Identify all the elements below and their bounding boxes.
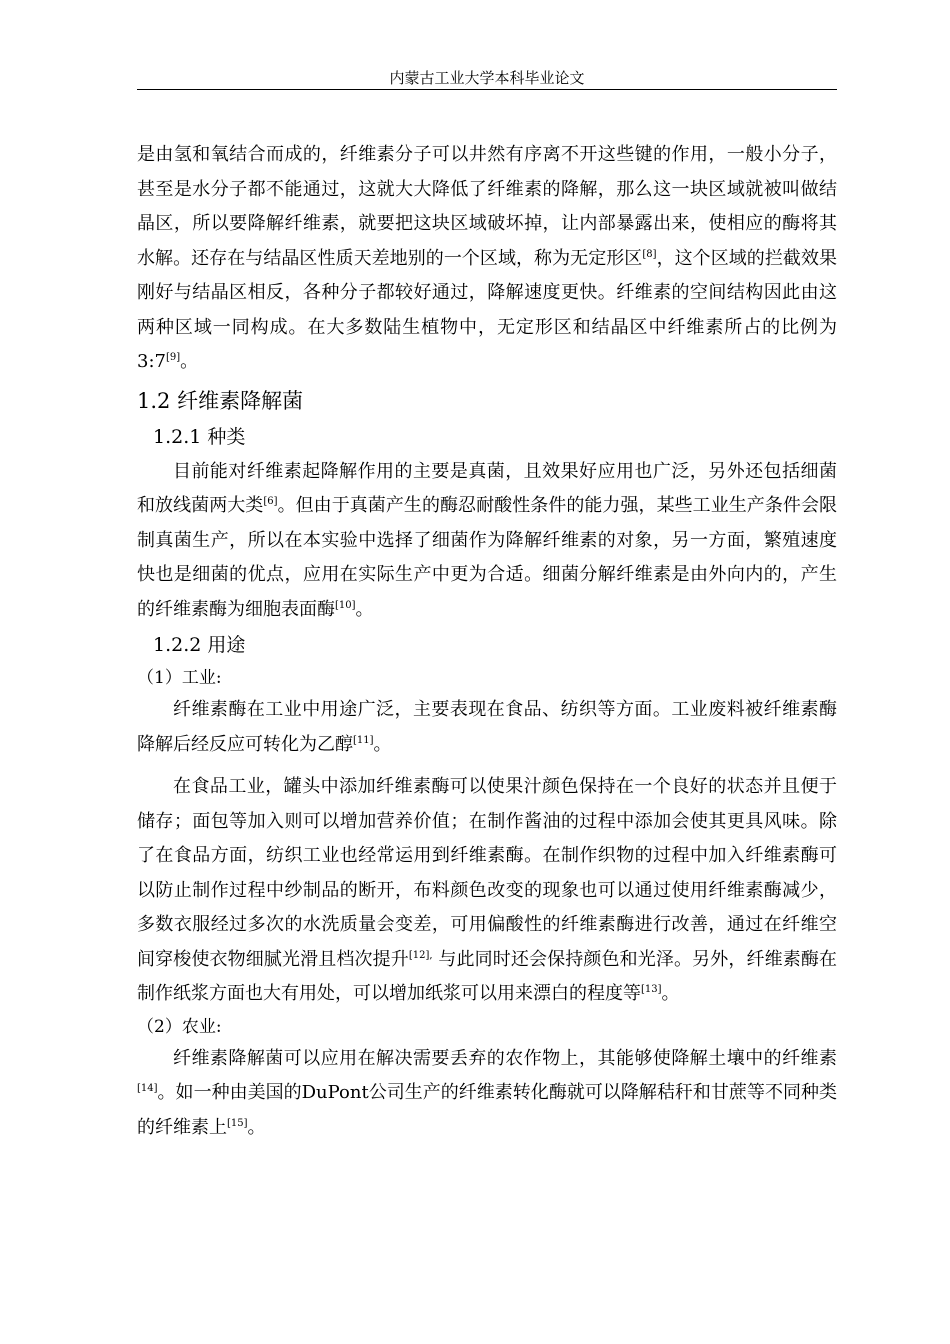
list-label-agriculture: （2）农业: [137,1016,222,1037]
list-label-industry: （1）工业: [137,668,222,688]
citation: [13] [641,984,662,995]
section-heading-1-2-1: 1.2.1 种类 [153,425,246,448]
citation: [8] [642,248,657,260]
citation: [11] [353,734,374,746]
page-header: 内蒙古工业大学本科毕业论文 [389,69,585,87]
paragraph-types: 目前能对纤维素起降解作用的主要是真菌，且效果好应用也广泛，另外还包括细菌和放线菌两大类[6]。但由于真菌产生的酶忍耐酸性条件的能力强，某些工业生产条件会限制真菌生产，所以在本实验中选择了细菌作为降解纤维素的对象，另一方面，繁殖速度快也是细菌的优点，应用在实际生产中更为合适。细菌分解纤维素是由外向内的，产生的纤维素酶为细胞表面酶[10]。 [137,460,838,620]
section-heading-1-2-2: 1.2.2 用途 [153,634,246,656]
section-heading-1-2: 1.2 纤维素降解菌 [137,388,304,413]
header-divider [137,89,837,90]
citation: [15] [227,1117,248,1129]
citation: [12], [408,949,433,961]
citation: [14] [137,1083,158,1094]
page-body [137,138,837,1145]
paragraph-food-textile: 在食品工业，罐头中添加纤维素酶可以使果汁颜色保持在一个良好的状态并且便于储存；面包等加入则可以增加营养价值；在制作酱油的过程中添加会使其更具风味。除了在食品方面，纺织工业也经常运用到纤维素酶。在制作织物的过程中加入纤维素酶可以防止制作过程中纱制品的断开，布料颜色改变的现象也可以通过使用纤维素酶减少，多数衣服经过多次的水洗质量会变差，可用偏酸性的纤维素酶进行改善，通过在纤维空间穿梭使衣物细腻光滑且档次提升$^{[12],}$ 与此同时还会保持颜色和光泽。另外，纤维素酶在制作纸浆方面也大有用处，可以增加纸浆可以用来漂白的程度等[13]。 [137,776,837,1004]
citation: [6] [263,496,278,507]
paragraph-industry-intro: 纤维素酶在工业中用途广泛，主要表现在食品、纺织等方面。工业废料被纤维素酶降解后经反应可转化为乙醇[11]。 [137,699,837,755]
citation: [10] [335,599,356,611]
paragraph-crystalline-region: 是由氢和氧结合而成的，纤维素分子可以井然有序离不开这些键的作用，一般小分子，甚至是水分子都不能通过，这就大大降低了纤维素的降解，那么这一块区域就被叫做结晶区，所以要降解纤维素，就要把这块区域破坏掉，让内部暴露出来，使相应的酶将其水解。还存在与结晶区性质天差地别的一个区域，称为无定形区[8]，这个区域的拦截效果刚好与结晶区相反，各种分子都较好通过，降解速度更快。纤维素的空间结构因此由这两种区域一同构成。在大多数陆生植物中，无定形区和结晶区中纤维素所占的比例为3:7[9]。 [137,144,837,372]
paragraph-agriculture: 纤维素降解菌可以应用在解决需要丢弃的农作物上，其能够使降解土壤中的纤维素[14]。如一种由美国的DuPont公司生产的纤维素转化酶就可以降解秸秆和甘蔗等不同种类的纤维素上[15]。 [137,1047,837,1138]
citation: [9] [165,352,181,363]
